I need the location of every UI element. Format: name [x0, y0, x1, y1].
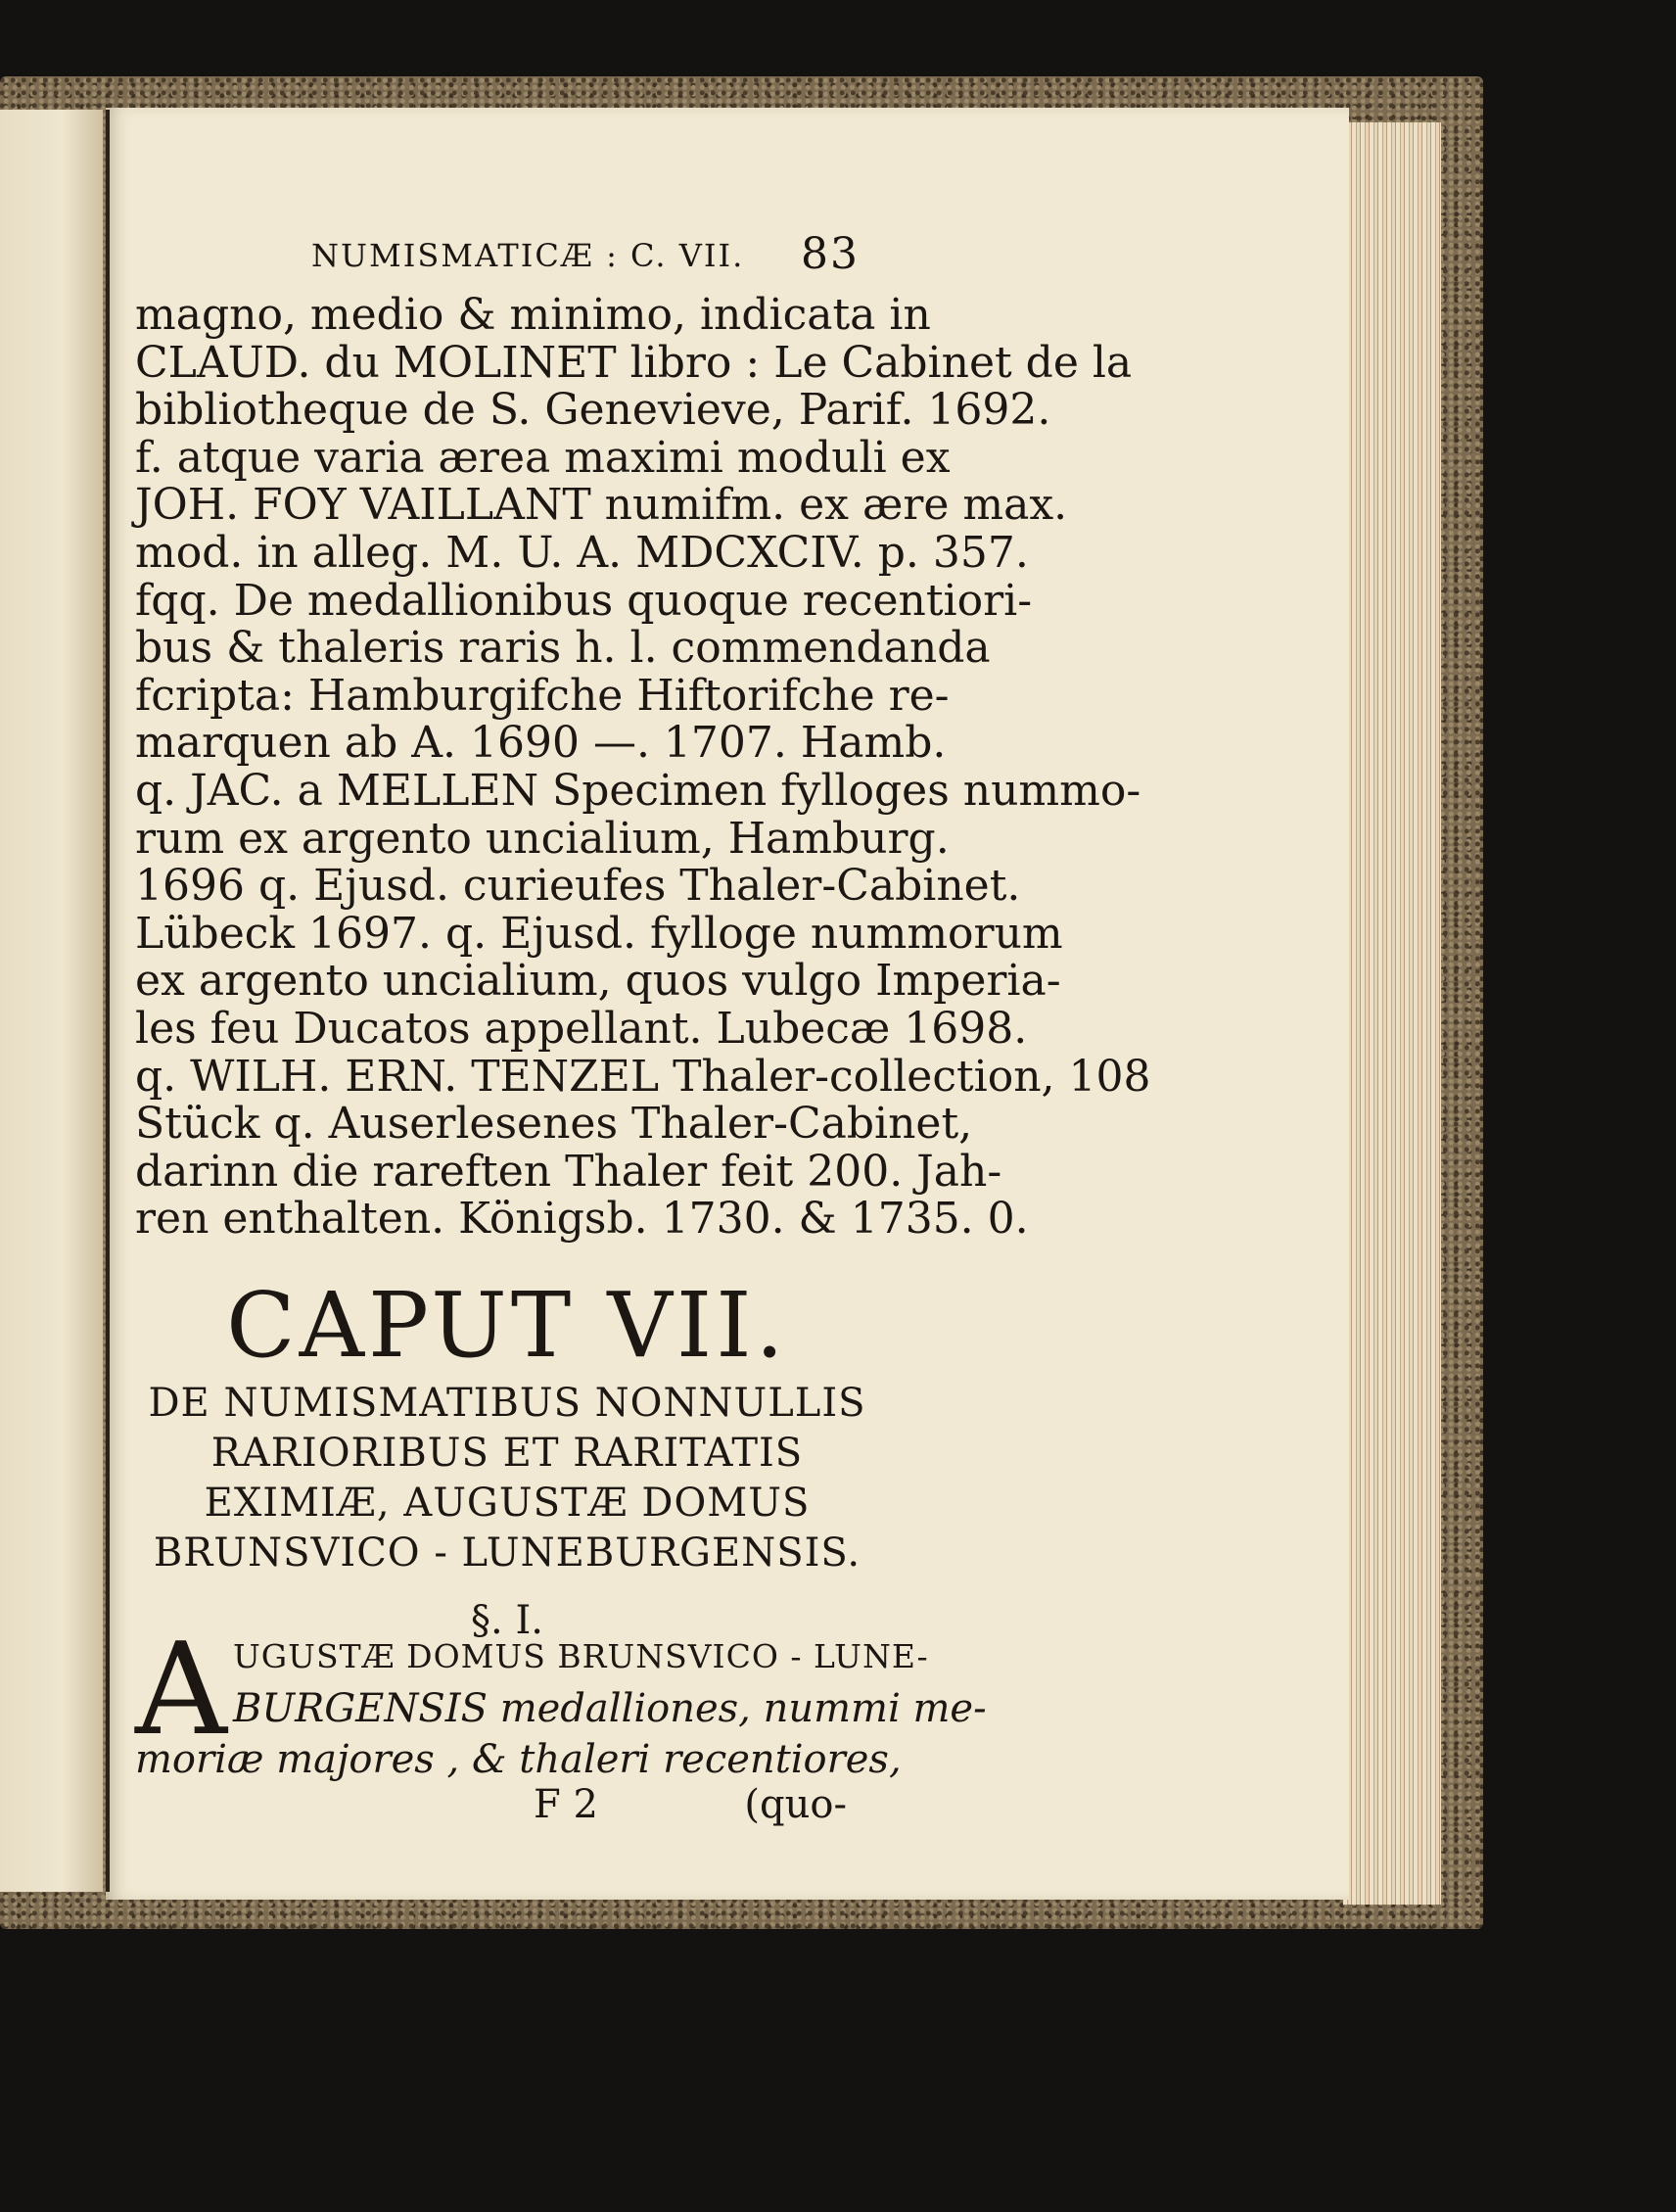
text-line: Lübeck 1697. q. Ejusd. fylloge nummorum: [135, 908, 1063, 959]
text-line: q. JAC. a MELLEN Specimen fylloges nummo-: [135, 765, 1141, 816]
text-line: JOH. FOY VAILLANT numifm. ex ære max.: [135, 480, 1068, 531]
page-edges: [1343, 122, 1441, 1905]
intro-line: moriæ majores , & thaleri recentiores,: [135, 1737, 902, 1782]
text-line: f. atque varia ærea maximi moduli ex: [135, 432, 951, 483]
text-line: darinn die rareften Thaler feit 200. Jah-: [135, 1146, 1002, 1197]
intro-line: UGUSTÆ DOMUS BRUNSVICO - LUNE-: [233, 1637, 929, 1675]
text-line: bibliotheque de S. Genevieve, Parif. 1692.: [135, 385, 1051, 436]
left-page-edge: [0, 110, 103, 1892]
drop-cap: A: [135, 1615, 227, 1764]
text-line: q. WILH. ERN. TENZEL Thaler-collection, 108: [135, 1051, 1151, 1102]
chapter-subtitle-line: RARIORIBUS ET RARITATIS: [210, 1431, 804, 1476]
text-line: bus & thaleris raris h. l. commendanda: [135, 623, 991, 674]
signature-mark: F 2: [534, 1782, 598, 1827]
chapter-title: CAPUT VII.: [226, 1273, 788, 1378]
running-head: [311, 229, 860, 280]
text-line: ex argento uncialium, quos vulgo Imperia-: [135, 956, 1061, 1007]
text-line: 1696 q. Ejusd. curieufes Thaler-Cabinet.: [135, 861, 1021, 912]
catchword: (quo-: [744, 1782, 847, 1827]
text-line: ren enthalten. Königsb. 1730. & 1735. 0.: [135, 1194, 1029, 1245]
text-line: marquen ab A. 1690 —. 1707. Hamb.: [135, 718, 947, 769]
page-footer: [534, 1782, 847, 1831]
text-line: fcripta: Hamburgifche Hiftorifche re-: [135, 670, 950, 721]
text-line: rum ex argento uncialium, Hamburg.: [135, 813, 950, 864]
gutter: [106, 110, 110, 1892]
text-line: magno, medio & minimo, indicata in: [135, 290, 931, 340]
text-line: les feu Ducatos appellant. Lubecæ 1698.: [135, 1003, 1028, 1054]
intro-line: BURGENSIS medalliones, nummi me-: [233, 1686, 987, 1731]
chapter-heading: [135, 1273, 879, 1578]
text-line: fqq. De medallionibus quoque recentiori-: [135, 575, 1033, 626]
body-text: [135, 290, 1151, 1245]
running-title: NUMISMATICÆ : C. VII.: [311, 237, 745, 274]
chapter-subtitle-line: EXIMIÆ, AUGUSTÆ DOMUS: [204, 1481, 811, 1526]
chapter-subtitle-line: BRUNSVICO - LUNEBURGENSIS.: [153, 1530, 861, 1576]
text-line: Stück q. Auserlesenes Thaler-Cabinet,: [135, 1099, 973, 1150]
page-number: 83: [801, 229, 860, 279]
section-mark: §. I.: [471, 1598, 543, 1643]
chapter-subtitle-line: DE NUMISMATIBUS NONNULLIS: [148, 1381, 866, 1426]
text-line: mod. in alleg. M. U. A. MDCXCIV. p. 357.: [135, 527, 1029, 578]
text-line: CLAUD. du MOLINET libro : Le Cabinet de la: [135, 337, 1133, 388]
